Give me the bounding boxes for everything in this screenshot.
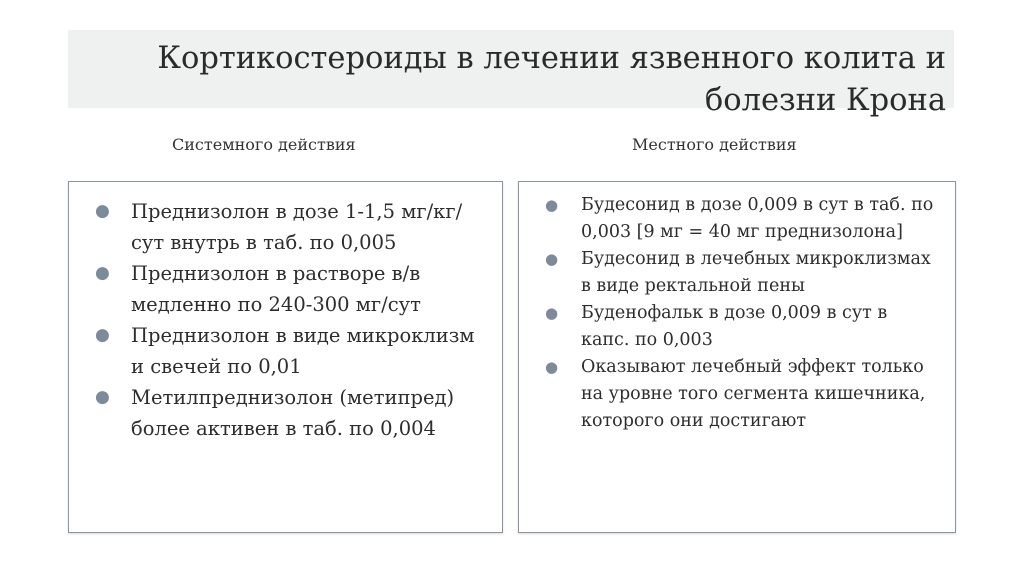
list-item-text: Преднизолон в растворе в/в медленно по 240-300 мг/сут xyxy=(131,262,421,316)
bullet-icon: ● xyxy=(545,250,559,268)
systemic-list xyxy=(69,182,502,444)
bullet-icon: ● xyxy=(95,263,110,283)
list-item-text: Преднизолон в дозе 1-1,5 мг/кг/сут внутрь в таб. по 0,005 xyxy=(131,200,463,254)
bullet-icon: ● xyxy=(545,196,559,214)
list-item xyxy=(545,192,937,246)
list-item xyxy=(95,320,482,382)
bullet-icon: ● xyxy=(95,201,110,221)
list-item xyxy=(545,300,937,354)
bullet-icon: ● xyxy=(545,358,559,376)
column-heading-systemic: Системного действия xyxy=(172,135,356,154)
local-panel xyxy=(518,181,956,533)
list-item-text: Метилпреднизолон (метипред) более активен в таб. по 0,004 xyxy=(131,386,455,440)
list-item xyxy=(545,246,937,300)
list-item-text: Будесонид в лечебных микроклизмах в виде ректальной пены xyxy=(581,249,931,296)
local-list xyxy=(519,182,955,435)
list-item xyxy=(95,382,482,444)
list-item xyxy=(95,258,482,320)
list-item-text: Оказывают лечебный эффект только на уровне того сегмента кишечника, которого они достигают xyxy=(581,357,926,431)
list-item xyxy=(95,196,482,258)
systemic-panel xyxy=(68,181,503,533)
column-heading-local: Местного действия xyxy=(632,135,797,154)
bullet-icon: ● xyxy=(95,387,110,407)
bullet-icon: ● xyxy=(95,325,110,345)
list-item-text: Буденофальк в дозе 0,009 в сут в капс. по 0,003 xyxy=(581,303,888,350)
slide-title: Кортикостероиды в лечении язвенного колита и болезни Крона xyxy=(157,41,946,118)
list-item-text: Преднизолон в виде микроклизм и свечей по 0,01 xyxy=(131,324,475,378)
bullet-icon: ● xyxy=(545,304,559,322)
list-item-text: Будесонид в дозе 0,009 в сут в таб. по 0,003 [9 мг = 40 мг преднизолона] xyxy=(581,195,934,242)
list-item xyxy=(545,354,937,435)
